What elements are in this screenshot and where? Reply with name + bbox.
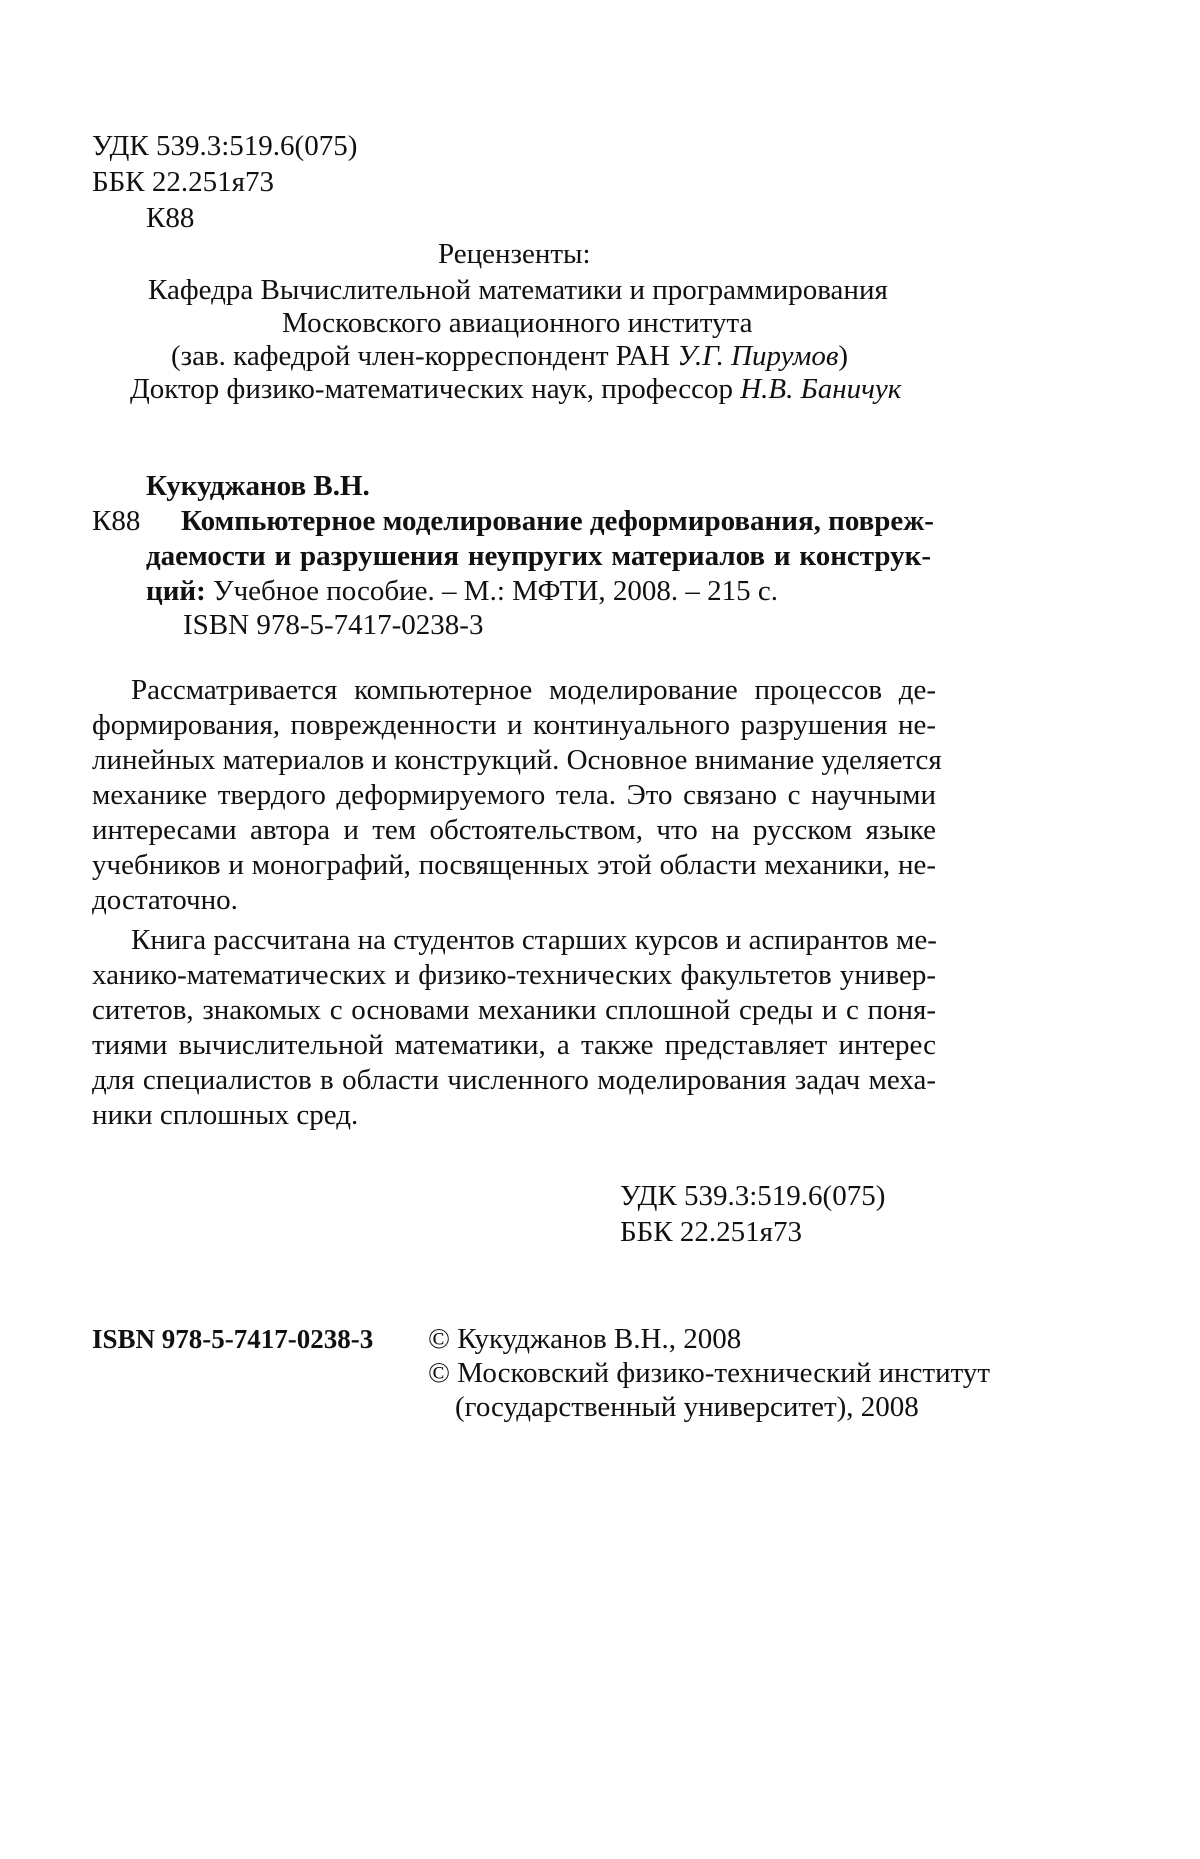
copyright-author: © Кукуджанов В.Н., 2008 — [428, 1323, 742, 1355]
bbk-code: ББК 22.251я73 — [92, 166, 274, 198]
copyright-institute-cont: (государственный университет), 2008 — [455, 1391, 919, 1423]
isbn-footer: ISBN 978-5-7417-0238-3 — [92, 1324, 374, 1354]
reviewers-heading: Рецензенты: — [438, 238, 591, 270]
abstract-p1-line: интересами автора и тем обстоятельством, что на русском языке — [92, 814, 936, 846]
footer-udk-code: УДК 539.3:519.6(075) — [620, 1180, 886, 1212]
reviewer-1-line-3 — [171, 338, 848, 374]
udk-code: УДК 539.3:519.6(075) — [92, 130, 358, 162]
bib-isbn: ISBN 978-5-7417-0238-3 — [183, 609, 484, 641]
reviewer-1-name: У.Г. Пирумов — [677, 340, 839, 372]
reviewer-2-name: Н.В. Баничук — [740, 373, 902, 405]
abstract-p2-line: ники сплошных сред. — [92, 1099, 359, 1131]
reviewer-2-line — [130, 371, 901, 407]
reviewer-1-suffix: ) — [838, 340, 849, 372]
reviewer-1-line-2: Московского авиационного института — [282, 307, 753, 339]
abstract-p1-line: достаточно. — [92, 884, 238, 916]
abstract-p1-line: линейных материалов и конструкций. Основное внимание уделяется — [92, 744, 942, 776]
abstract-p2-line: ситетов, знакомых с основами механики сплошной среды и с поня- — [92, 994, 936, 1026]
abstract-p1-line: учебников и монографий, посвященных этой области механики, не- — [92, 849, 936, 881]
abstract-p1-line: Рассматривается компьютерное моделирование процессов де- — [131, 674, 936, 706]
bib-code: К88 — [92, 505, 141, 537]
bib-author: Кукуджанов В.Н. — [146, 470, 370, 502]
bib-title-end: ций: — [146, 575, 206, 607]
abstract-p2-line: тиями вычислительной математики, а также представляет интерес — [92, 1029, 936, 1061]
abstract-p1-line: механике твердого деформируемого тела. Это связано с научными — [92, 779, 936, 811]
abstract-p1-line: формирования, поврежденности и континуального разрушения не- — [92, 709, 936, 741]
copyright-institute: © Московский физико-технический институт — [428, 1357, 991, 1389]
bib-title-line-3 — [146, 573, 778, 609]
reviewer-1-line-1: Кафедра Вычислительной математики и программирования — [148, 274, 888, 306]
reviewer-2-prefix: Доктор физико-математических наук, профессор — [130, 373, 741, 405]
abstract-p2-line: Книга рассчитана на студентов старших курсов и аспирантов ме- — [131, 924, 937, 956]
author-mark-code: К88 — [146, 202, 195, 234]
bib-publication: Учебное пособие. – М.: МФТИ, 2008. – 215 с. — [205, 575, 779, 607]
abstract-p2-line: для специалистов в области численного моделирования задач меха- — [92, 1064, 936, 1096]
bib-title-line-1: Компьютерное моделирование деформирования, повреж- — [181, 505, 934, 537]
reviewer-1-prefix: (зав. кафедрой член-корреспондент РАН — [171, 340, 678, 372]
footer-bbk-code: ББК 22.251я73 — [620, 1216, 802, 1248]
bib-title-line-2: даемости и разрушения неупругих материалов и конструк- — [146, 540, 931, 572]
abstract-p2-line: ханико-математических и физико-технических факультетов универ- — [92, 959, 936, 991]
